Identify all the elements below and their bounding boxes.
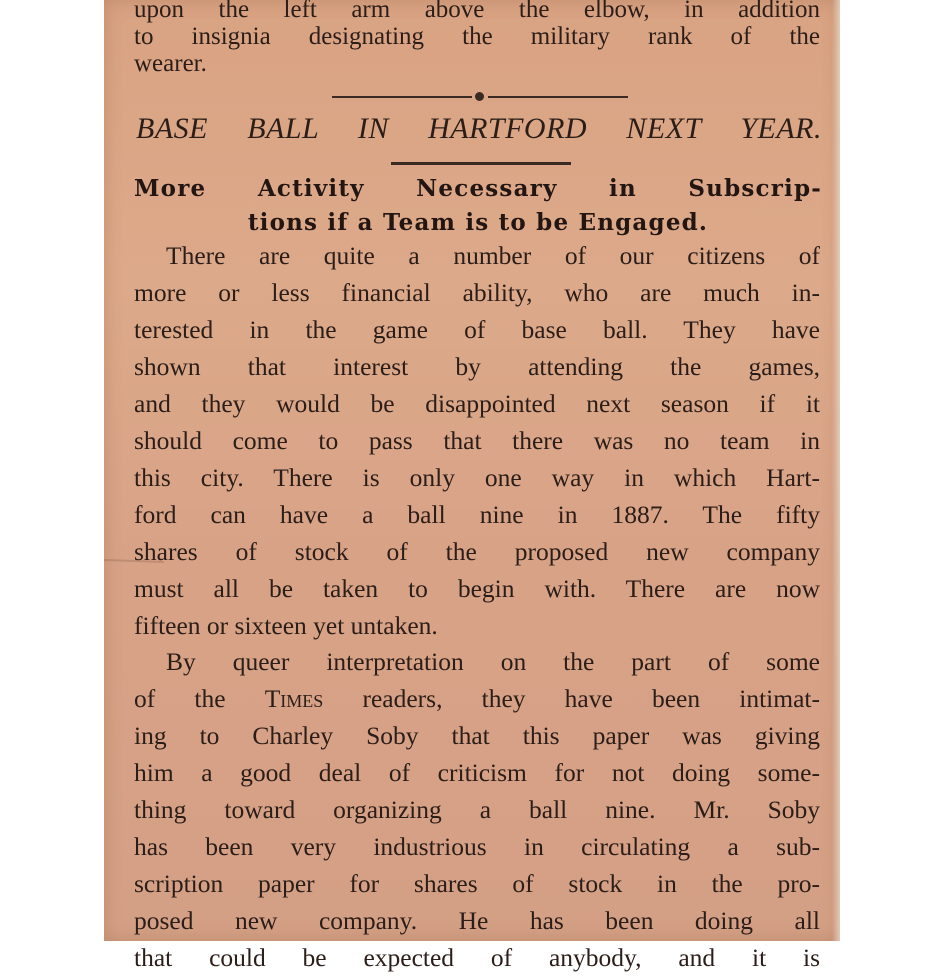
article-headline: BASE BALL IN HARTFORD NEXT YEAR. [136, 112, 822, 145]
article-subheading [134, 172, 822, 240]
article-paragraph-2 [134, 643, 820, 976]
text-line: him a good deal of criticism for not doing some- [134, 758, 820, 787]
text-line: shown that interest by attending the games, [134, 352, 820, 381]
text-fragment: readers, they have been intimat- [323, 684, 820, 713]
text-line: terested in the game of base ball. They have [134, 315, 820, 344]
article-paragraph-1 [134, 237, 820, 644]
text-line: ing to Charley Soby that this paper was giving [134, 721, 820, 750]
newspaper-name: Times [264, 684, 324, 713]
text-line: should come to pass that there was no team in [134, 426, 820, 455]
newspaper-clipping [104, 0, 840, 972]
text-line: shares of stock of the proposed new company [134, 537, 820, 566]
text-line: ford can have a ball nine in 1887. The fifty [134, 500, 820, 529]
text-line: fifteen or sixteen yet untaken. [134, 611, 438, 640]
text-line: thing toward organizing a ball nine. Mr. Soby [134, 795, 820, 824]
previous-article-ending [134, 0, 820, 77]
text-line: this city. There is only one way in which Hart- [134, 463, 820, 492]
text-line: has been very industrious in circulating a sub- [134, 832, 820, 861]
text-line: scription paper for shares of stock in the pro- [134, 869, 820, 898]
text-line: By queer interpretation on the part of some [166, 647, 820, 676]
text-line: that could be expected of anybody, and it is [134, 943, 820, 972]
subhead-line: tions if a Team is to be Engaged. [247, 209, 709, 236]
headline-rule [391, 162, 571, 165]
ornamental-divider [332, 95, 628, 99]
text-line: more or less financial ability, who are much in- [134, 278, 820, 307]
text-line: to insignia designating the military rank of the [134, 23, 820, 50]
text-line: There are quite a number of our citizens of [166, 241, 820, 270]
subhead-line: More Activity Necessary in Subscrip- [134, 175, 822, 202]
text-line: upon the left arm above the elbow, in addition [134, 0, 820, 23]
text-line: posed new company. He has been doing all [134, 906, 820, 935]
text-line [134, 680, 820, 717]
text-line: wearer. [134, 50, 207, 77]
text-fragment: of the [134, 684, 265, 713]
divider-dot-icon [475, 92, 484, 101]
text-line: must all be taken to begin with. There are now [134, 574, 820, 603]
text-line: and they would be disappointed next season if it [134, 389, 820, 418]
